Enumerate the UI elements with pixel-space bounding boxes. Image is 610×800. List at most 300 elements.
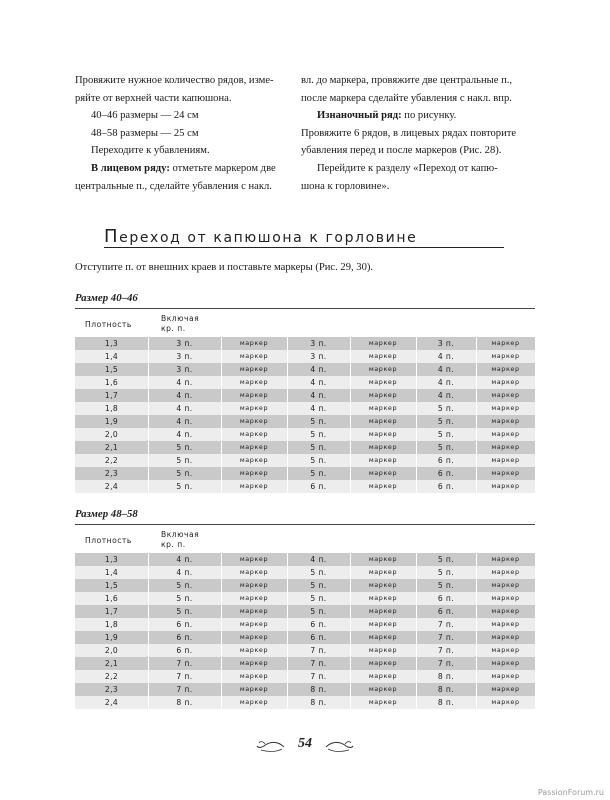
column-divider (221, 696, 222, 709)
column-divider (221, 618, 222, 631)
stitch-count-cell: 6 п. (176, 633, 193, 642)
table-row (75, 605, 535, 618)
column-divider (148, 337, 149, 350)
marker-cell: маркер (368, 417, 398, 425)
density-cell: 2,3 (104, 685, 119, 694)
column-divider (350, 350, 351, 363)
table-row (75, 592, 535, 605)
column-divider (416, 579, 417, 592)
stitch-count-cell: 6 п. (310, 620, 327, 629)
table-top-rule (75, 524, 535, 525)
intro-text: Отступите п. от внешних краев и поставьте маркеры (Рис. 29, 30). (75, 262, 374, 273)
column-divider (221, 441, 222, 454)
stitch-count-cell: 6 п. (437, 456, 455, 465)
column-divider (148, 644, 149, 657)
column-divider (350, 389, 351, 402)
header-density: Плотность (85, 320, 132, 329)
stitch-count-cell: 5 п. (437, 568, 455, 577)
density-cell: 1,9 (104, 633, 119, 642)
section-title-underline (104, 247, 504, 248)
column-divider (287, 644, 288, 657)
marker-cell: маркер (491, 568, 520, 576)
column-divider (476, 592, 477, 605)
marker-cell: маркер (368, 339, 398, 347)
marker-cell: маркер (368, 620, 398, 628)
table-row (75, 337, 535, 350)
column-divider (221, 415, 222, 428)
density-cell: 1,9 (104, 417, 119, 426)
density-cell: 2,2 (104, 456, 119, 465)
density-cell: 1,7 (104, 391, 119, 400)
density-cell: 1,8 (104, 404, 119, 413)
column-divider (416, 592, 417, 605)
column-divider (221, 657, 222, 670)
stitch-count-cell: 7 п. (437, 646, 455, 655)
column-divider (416, 454, 417, 467)
stitch-count-cell: 5 п. (176, 443, 193, 452)
column-divider (476, 683, 477, 696)
text-line: Провяжите 6 рядов, в лицевых рядах повторите (301, 127, 517, 139)
column-divider (148, 402, 149, 415)
column-divider (350, 618, 351, 631)
density-cell: 1,3 (104, 555, 119, 564)
stitch-count-cell: 4 п. (437, 352, 455, 361)
marker-cell: маркер (368, 482, 398, 490)
column-divider (287, 631, 288, 644)
stitch-count-cell: 4 п. (310, 555, 327, 564)
stitch-count-cell: 8 п. (310, 698, 327, 707)
marker-cell: маркер (239, 456, 269, 464)
bold-lead: В лицевом ряду: (91, 162, 170, 174)
column-divider (148, 696, 149, 709)
text-line: Провяжите нужное количество рядов, изме- (75, 75, 274, 86)
stitch-count-cell: 4 п. (176, 404, 193, 413)
column-divider (221, 631, 222, 644)
marker-cell: маркер (491, 430, 520, 438)
bold-lead: Изнаночный ряд: (317, 110, 402, 122)
density-cell: 1,6 (104, 594, 119, 603)
marker-cell: маркер (491, 633, 520, 641)
marker-cell: маркер (368, 456, 398, 464)
column-divider (416, 618, 417, 631)
table-row (75, 670, 535, 683)
column-divider (148, 618, 149, 631)
column-divider (476, 467, 477, 480)
column-divider (221, 605, 222, 618)
stitch-count-cell: 3 п. (310, 339, 327, 348)
stitch-count-cell: 7 п. (310, 646, 327, 655)
stitch-count-cell: 7 п. (310, 659, 327, 668)
stitch-count-cell: 5 п. (437, 555, 455, 564)
marker-cell: маркер (368, 391, 398, 399)
column-divider (416, 631, 417, 644)
density-cell: 2,3 (104, 469, 119, 478)
column-divider (287, 566, 288, 579)
column-divider (350, 553, 351, 566)
column-divider (416, 350, 417, 363)
column-divider (350, 428, 351, 441)
marker-cell: маркер (239, 365, 269, 373)
header-including-line2: кр. п. (161, 540, 186, 549)
stitch-count-cell: 3 п. (176, 339, 193, 348)
text-line: после маркера сделайте убавления с накл. впр. (301, 92, 512, 104)
column-divider (350, 402, 351, 415)
column-divider (416, 337, 417, 350)
column-divider (416, 553, 417, 566)
marker-cell: маркер (491, 404, 520, 412)
stitch-count-cell: 5 п. (310, 417, 327, 426)
marker-cell: маркер (239, 339, 269, 347)
stitch-count-cell: 5 п. (310, 568, 327, 577)
marker-cell: маркер (239, 685, 269, 693)
stitch-count-cell: 8 п. (176, 698, 193, 707)
stitch-count-cell: 5 п. (437, 430, 455, 439)
density-cell: 1,3 (104, 339, 119, 348)
stitch-count-cell: 5 п. (310, 430, 327, 439)
column-divider (287, 657, 288, 670)
stitch-count-cell: 7 п. (437, 659, 455, 668)
stitch-count-cell: 7 п. (437, 620, 455, 629)
marker-cell: маркер (239, 646, 269, 654)
table-row (75, 566, 535, 579)
column-divider (221, 592, 222, 605)
table-row (75, 683, 535, 696)
marker-cell: маркер (368, 685, 398, 693)
marker-cell: маркер (491, 685, 520, 693)
stitch-count-cell: 4 п. (437, 378, 455, 387)
column-divider (350, 579, 351, 592)
marker-cell: маркер (239, 469, 269, 477)
column-divider (148, 592, 149, 605)
stitch-count-cell: 4 п. (176, 417, 193, 426)
column-divider (287, 579, 288, 592)
column-divider (287, 467, 288, 480)
column-divider (148, 566, 149, 579)
column-divider (350, 631, 351, 644)
marker-cell: маркер (368, 581, 398, 589)
column-divider (148, 683, 149, 696)
column-divider (476, 376, 477, 389)
table-header (75, 526, 535, 553)
text-line: 40–46 размеры — 24 см (91, 110, 199, 122)
stitch-count-cell: 5 п. (437, 443, 455, 452)
stitch-count-cell: 7 п. (437, 633, 455, 642)
stitch-count-cell: 6 п. (437, 594, 455, 603)
column-divider (148, 415, 149, 428)
text-line: центральные п., сделайте убавления с накл. (75, 180, 272, 192)
column-divider (476, 428, 477, 441)
column-divider (350, 376, 351, 389)
column-divider (476, 553, 477, 566)
text-line: В лицевом ряду: отметьте маркером две (91, 162, 276, 174)
marker-cell: маркер (239, 404, 269, 412)
column-divider (476, 696, 477, 709)
column-divider (221, 566, 222, 579)
column-divider (350, 415, 351, 428)
stitch-count-cell: 5 п. (176, 581, 193, 590)
right-ornament-icon (324, 738, 354, 754)
column-divider (287, 480, 288, 493)
column-divider (416, 657, 417, 670)
column-divider (416, 605, 417, 618)
stitch-count-cell: 6 п. (176, 646, 193, 655)
stitch-count-cell: 4 п. (176, 391, 193, 400)
column-divider (148, 428, 149, 441)
stitch-count-cell: 4 п. (176, 568, 193, 577)
marker-cell: маркер (491, 620, 520, 628)
stitch-count-cell: 4 п. (437, 365, 455, 374)
marker-cell: маркер (368, 698, 398, 706)
marker-cell: маркер (491, 607, 520, 615)
column-divider (221, 467, 222, 480)
column-divider (221, 644, 222, 657)
density-cell: 1,5 (104, 581, 119, 590)
stitch-count-cell: 6 п. (437, 607, 455, 616)
density-cell: 2,4 (104, 482, 119, 491)
marker-cell: маркер (239, 417, 269, 425)
stitch-count-cell: 6 п. (437, 482, 455, 491)
column-divider (416, 441, 417, 454)
stitch-count-cell: 5 п. (310, 456, 327, 465)
stitch-count-cell: 6 п. (310, 633, 327, 642)
stitch-count-cell: 4 п. (437, 391, 455, 400)
stitch-count-cell: 5 п. (176, 482, 193, 491)
column-divider (221, 337, 222, 350)
marker-cell: маркер (239, 568, 269, 576)
marker-cell: маркер (491, 469, 520, 477)
stitch-count-cell: 8 п. (437, 672, 455, 681)
stitch-count-cell: 6 п. (176, 620, 193, 629)
column-divider (148, 454, 149, 467)
column-divider (221, 480, 222, 493)
column-divider (476, 415, 477, 428)
text-line: Переходите к убавлениям. (91, 145, 210, 157)
size-table-48-58 (75, 526, 535, 709)
marker-cell: маркер (491, 352, 520, 360)
marker-cell: маркер (491, 482, 520, 490)
stitch-count-cell: 3 п. (437, 339, 455, 348)
column-divider (476, 566, 477, 579)
column-divider (148, 553, 149, 566)
table-row (75, 579, 535, 592)
marker-cell: маркер (239, 672, 269, 680)
table-row (75, 415, 535, 428)
marker-cell: маркер (239, 378, 269, 386)
column-divider (476, 670, 477, 683)
column-divider (287, 337, 288, 350)
stitch-count-cell: 3 п. (176, 352, 193, 361)
stitch-count-cell: 4 п. (310, 404, 327, 413)
table-row (75, 441, 535, 454)
density-cell: 1,8 (104, 620, 119, 629)
marker-cell: маркер (491, 365, 520, 373)
column-divider (148, 670, 149, 683)
column-divider (350, 683, 351, 696)
column-divider (287, 428, 288, 441)
marker-cell: маркер (491, 555, 520, 563)
column-divider (287, 605, 288, 618)
column-divider (350, 480, 351, 493)
marker-cell: маркер (239, 391, 269, 399)
marker-cell: маркер (491, 698, 520, 706)
column-divider (287, 696, 288, 709)
text-line: шона к горловине». (301, 180, 390, 192)
column-divider (416, 670, 417, 683)
density-cell: 1,6 (104, 378, 119, 387)
stitch-count-cell: 5 п. (310, 581, 327, 590)
table-row (75, 454, 535, 467)
stitch-count-cell: 5 п. (176, 594, 193, 603)
column-divider (416, 467, 417, 480)
size-label-40-46: Размер 40–46 (75, 292, 138, 304)
column-divider (221, 670, 222, 683)
stitch-count-cell: 8 п. (437, 685, 455, 694)
column-divider (221, 454, 222, 467)
column-divider (221, 683, 222, 696)
stitch-count-cell: 3 п. (176, 365, 193, 374)
stitch-count-cell: 3 п. (310, 352, 327, 361)
column-divider (148, 363, 149, 376)
stitch-count-cell: 4 п. (176, 555, 193, 564)
column-divider (148, 467, 149, 480)
stitch-count-cell: 5 п. (437, 581, 455, 590)
marker-cell: маркер (239, 482, 269, 490)
table-top-rule (75, 308, 535, 309)
table-row (75, 350, 535, 363)
column-divider (287, 553, 288, 566)
column-divider (476, 631, 477, 644)
column-divider (287, 618, 288, 631)
text-line: ряйте от верхней части капюшона. (75, 92, 232, 104)
column-divider (148, 579, 149, 592)
marker-cell: маркер (491, 339, 520, 347)
column-divider (350, 592, 351, 605)
column-divider (221, 402, 222, 415)
column-divider (350, 670, 351, 683)
marker-cell: маркер (368, 430, 398, 438)
column-divider (287, 592, 288, 605)
stitch-count-cell: 7 п. (176, 659, 193, 668)
density-cell: 2,1 (104, 443, 119, 452)
marker-cell: маркер (239, 633, 269, 641)
stitch-count-cell: 6 п. (310, 482, 327, 491)
marker-cell: маркер (239, 581, 269, 589)
stitch-count-cell: 5 п. (176, 469, 193, 478)
marker-cell: маркер (491, 672, 520, 680)
size-table-40-46 (75, 310, 535, 493)
column-divider (148, 605, 149, 618)
page-number: 54 (298, 736, 312, 751)
column-divider (287, 454, 288, 467)
stitch-count-cell: 8 п. (310, 685, 327, 694)
text-line: Изнаночный ряд: по рисунку. (317, 110, 457, 122)
stitch-count-cell: 5 п. (310, 469, 327, 478)
column-divider (476, 363, 477, 376)
table-body (75, 337, 535, 493)
column-divider (476, 480, 477, 493)
column-divider (287, 363, 288, 376)
stitch-count-cell: 8 п. (437, 698, 455, 707)
column-divider (476, 389, 477, 402)
column-divider (148, 657, 149, 670)
marker-cell: маркер (491, 391, 520, 399)
text-line: Перейдите к разделу «Переход от капю- (317, 162, 498, 174)
marker-cell: маркер (368, 365, 398, 373)
column-divider (350, 454, 351, 467)
marker-cell: маркер (368, 659, 398, 667)
column-divider (221, 376, 222, 389)
left-ornament-icon (256, 738, 286, 754)
column-divider (416, 376, 417, 389)
column-divider (221, 350, 222, 363)
column-divider (287, 683, 288, 696)
marker-cell: маркер (368, 555, 398, 563)
marker-cell: маркер (368, 378, 398, 386)
stitch-count-cell: 4 п. (176, 378, 193, 387)
column-divider (476, 441, 477, 454)
column-divider (476, 618, 477, 631)
column-divider (476, 350, 477, 363)
marker-cell: маркер (239, 607, 269, 615)
column-divider (476, 337, 477, 350)
marker-cell: маркер (491, 594, 520, 602)
density-cell: 2,4 (104, 698, 119, 707)
table-row (75, 363, 535, 376)
size-label-48-58: Размер 48–58 (75, 508, 138, 520)
column-divider (416, 696, 417, 709)
stitch-count-cell: 5 п. (437, 417, 455, 426)
marker-cell: маркер (491, 456, 520, 464)
column-divider (416, 480, 417, 493)
table-row (75, 644, 535, 657)
stitch-count-cell: 5 п. (310, 607, 327, 616)
text-line: вл. до маркера, провяжите две центральные п., (301, 75, 513, 86)
header-including-line2: кр. п. (161, 324, 186, 333)
column-divider (350, 605, 351, 618)
section-title: Переход от капюшона к горловине (104, 226, 418, 247)
table-row (75, 376, 535, 389)
marker-cell: маркер (491, 659, 520, 667)
column-divider (221, 579, 222, 592)
column-divider (148, 389, 149, 402)
density-cell: 2,2 (104, 672, 119, 681)
density-cell: 2,1 (104, 659, 119, 668)
marker-cell: маркер (368, 443, 398, 451)
table-row (75, 657, 535, 670)
density-cell: 1,5 (104, 365, 119, 374)
marker-cell: маркер (239, 352, 269, 360)
table-row (75, 553, 535, 566)
column-divider (476, 402, 477, 415)
left-text-column (75, 72, 311, 195)
column-divider (221, 363, 222, 376)
column-divider (476, 644, 477, 657)
stitch-count-cell: 5 п. (176, 607, 193, 616)
marker-cell: маркер (368, 404, 398, 412)
column-divider (476, 454, 477, 467)
stitch-count-cell: 4 п. (310, 391, 327, 400)
marker-cell: маркер (239, 594, 269, 602)
column-divider (350, 644, 351, 657)
marker-cell: маркер (491, 417, 520, 425)
marker-cell: маркер (239, 659, 269, 667)
stitch-count-cell: 7 п. (310, 672, 327, 681)
stitch-count-cell: 5 п. (310, 594, 327, 603)
density-cell: 1,7 (104, 607, 119, 616)
column-divider (287, 389, 288, 402)
marker-cell: маркер (239, 430, 269, 438)
stitch-count-cell: 6 п. (437, 469, 455, 478)
